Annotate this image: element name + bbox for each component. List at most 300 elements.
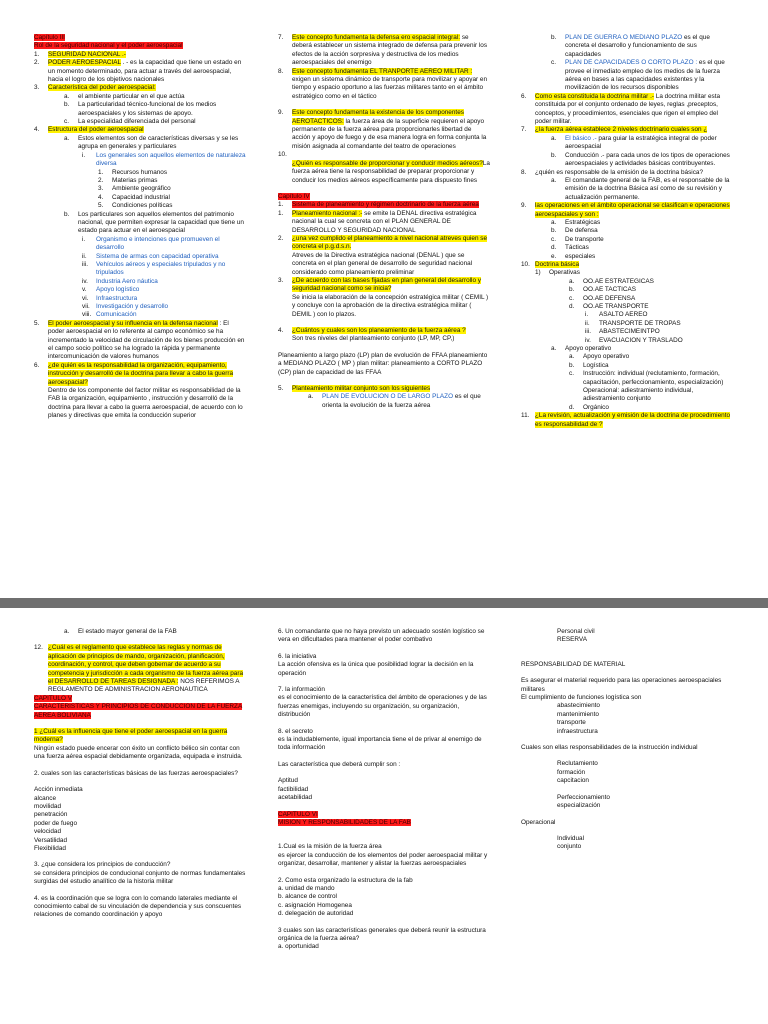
- item-text: d. delegación de autoridad: [278, 910, 354, 918]
- spacer: [278, 344, 490, 352]
- item-number: b.: [569, 361, 575, 369]
- list-item: [521, 719, 733, 727]
- item-text: conjunto: [557, 843, 582, 851]
- item-number: 7.: [278, 34, 284, 41]
- item-text: c. asignación Homogenea: [278, 901, 352, 909]
- item-text: Operativas: [549, 269, 580, 277]
- list-item: [278, 653, 490, 661]
- list-item: [34, 837, 246, 845]
- spacer: [278, 827, 490, 843]
- document-page-lower: [0, 608, 768, 1024]
- item-text: NOS REFERIMOS A REGLAMENTO DE ADMINISTRACION AERONAUTICA: [48, 678, 240, 694]
- item-text: es la indudablemente, igual importancia tiene el de privar al enemigo de toda información: [278, 736, 482, 752]
- spacer: [521, 669, 733, 677]
- item-number: b.: [64, 101, 70, 109]
- spacer: [278, 678, 490, 686]
- highlighted-text: El básico .-: [565, 134, 597, 142]
- item-text: De transporte: [565, 235, 604, 243]
- item-number: b.: [551, 34, 557, 41]
- item-text: CAPITULO V: [34, 694, 72, 702]
- item-text: ¿la fuerza aérea establece 2 niveles doctrinario cuales son ¿: [535, 126, 708, 134]
- list-item: [521, 93, 733, 127]
- list-item: [34, 770, 246, 778]
- list-item: [521, 177, 733, 202]
- list-item: [278, 335, 490, 343]
- list-item: [521, 677, 733, 694]
- item-number: a.: [64, 628, 70, 635]
- item-text: es ejercer la conducción de los elementos del poder aeroespacial militar y organizar, desarrollar, mantener y alistar la fuerzas aeroespaciales: [278, 851, 488, 868]
- list-item: [34, 803, 246, 811]
- item-number: c.: [569, 294, 574, 302]
- item-text: Condiciones políticas: [112, 202, 173, 210]
- item-text: RESERVA: [557, 636, 587, 644]
- list-item: [278, 852, 490, 869]
- item-number: d.: [551, 244, 557, 252]
- highlighted-text: El poder aeroespacial y su influencia en la defensa nacional: [48, 319, 218, 327]
- list-item: [278, 160, 490, 185]
- item-number: 1.: [98, 168, 104, 176]
- item-text: Materias primas: [112, 176, 158, 184]
- spacer: [278, 919, 490, 927]
- item-number: 9.: [278, 109, 284, 117]
- list-item: [278, 736, 490, 753]
- item-text: Logística: [583, 361, 609, 369]
- list-item: [521, 769, 733, 777]
- item-text: Acción inmediata: [34, 786, 83, 794]
- list-item: [521, 59, 733, 93]
- spacer: [521, 827, 733, 835]
- item-number: 4.: [34, 126, 40, 134]
- item-text: Instrucción: individual (reclutamiento, formación, capacitación, perfeccionamiento, especialización) Operacional: adiestramiento individual, adiestramiento conjunto: [583, 370, 724, 403]
- list-item: [521, 135, 733, 152]
- spacer: [521, 645, 733, 661]
- item-number: 1): [535, 269, 541, 277]
- highlighted-text: ¿Cuál es el reglamento que establece las reglas y normas de aplicación de principios de mando, organización, planificación, coordinación, y control, que deben gobernar de acuerdo a su competencia y jurisdicción a cada organismo de la fuerza aérea para el DESARROLLO DE TAREAS DESIGNADA :: [48, 644, 244, 686]
- item-text: ¿La revisión, actualización y emisión de la doctrina de procedimiento es responsabilidad de ?: [535, 412, 731, 428]
- spacer: [278, 720, 490, 728]
- section-heading: [34, 34, 246, 42]
- item-text: mantenimiento: [557, 710, 599, 718]
- item-text: RESPONSABILIDAD DE MATERIAL: [521, 660, 626, 668]
- list-item: [521, 295, 733, 303]
- item-text: 4. es la coordinación que se logra con lo comando laterales mediante el conocimiento cabal de su vinculación de dependencia y sus conscuentes relaciones de comando coordinación y apoyo: [34, 894, 242, 919]
- item-text: Vehículos aéreos y especiales tripulados y no tripulados: [96, 260, 226, 277]
- list-item: [278, 843, 490, 851]
- item-number: 10.: [521, 260, 530, 268]
- list-item: [521, 404, 733, 412]
- section-heading: [34, 703, 246, 720]
- item-text: Característica del poder aeroespacial:: [48, 84, 156, 92]
- item-number: a.: [551, 176, 557, 184]
- item-number: c.: [551, 59, 556, 67]
- list-item: [521, 802, 733, 810]
- highlighted-text: Este concepto fundamenta la existencia de los componentes AEROTACTICOS:: [292, 109, 464, 125]
- list-item: [34, 261, 246, 278]
- list-item: [278, 686, 490, 694]
- item-text: Apoyo operativo: [565, 345, 612, 353]
- item-number: iv.: [82, 277, 88, 285]
- item-text: El cumplimiento de funciones logística son: [521, 694, 642, 702]
- spacer: [278, 377, 490, 385]
- item-number: vi.: [82, 294, 89, 302]
- list-item: [521, 261, 733, 269]
- item-text: Estructura del poder aeroespacial: [48, 126, 144, 134]
- list-item: [521, 794, 733, 802]
- item-text: transporte: [557, 719, 586, 727]
- item-text: Investigación y desarrollo: [96, 303, 169, 310]
- item-number: c.: [64, 118, 69, 126]
- item-text: CARACTERISTICAS Y PRINCIPIOS DE CONDUCCION DE LA FUERZA AEREA BOLIVIANA: [34, 703, 243, 719]
- item-text: movilidad: [34, 802, 61, 810]
- item-text: 8. el secreto: [278, 727, 313, 735]
- item-number: 2.: [34, 59, 40, 67]
- list-item: [34, 185, 246, 193]
- list-item: [34, 320, 246, 362]
- list-item: [278, 294, 490, 319]
- item-text: Planteamiento militar conjunto son los siguientes: [292, 385, 431, 393]
- item-number: a.: [64, 92, 70, 100]
- list-item: [278, 761, 490, 769]
- list-item: [34, 820, 246, 828]
- list-item: [521, 328, 733, 336]
- item-text: 3. ¿que considera los principios de conducción?: [34, 861, 171, 869]
- column-middle: [278, 34, 490, 410]
- list-item: [521, 269, 733, 277]
- spacer: [278, 319, 490, 327]
- item-text: Atreves de la Directiva estratégica nacional (DENAL ) que se concreta en el plan general de desarrollo de seguridad nacional considerado como planeamiento preliminar: [292, 251, 473, 276]
- item-number: 6.: [521, 92, 527, 100]
- list-item: [34, 253, 246, 261]
- column-left: [34, 34, 246, 421]
- item-number: 8.: [278, 67, 284, 75]
- spacer: [521, 736, 733, 744]
- list-item: [278, 34, 490, 68]
- item-text: ¿De acuerdo con las bases fijadas en plan general del desarrollo y seguridad nacional como se inicia?: [292, 276, 481, 293]
- item-number: 4.: [278, 327, 284, 334]
- list-item: [521, 169, 733, 177]
- list-item: [278, 927, 490, 944]
- item-text: Operacional: [521, 818, 556, 826]
- item-number: 2.: [278, 234, 284, 242]
- list-item: [278, 877, 490, 885]
- spacer: [278, 101, 490, 109]
- item-number: a.: [569, 353, 575, 361]
- list-item: [34, 194, 246, 202]
- list-item: [521, 320, 733, 328]
- list-item: [521, 253, 733, 261]
- section-heading: [34, 695, 246, 703]
- spacer: [34, 853, 246, 861]
- item-text: OO.AE TRANSPORTE: [583, 303, 649, 310]
- list-item: [521, 412, 733, 429]
- item-number: 6.: [34, 361, 40, 369]
- item-text: ABASTECIMEINTPO: [599, 328, 660, 336]
- column-right: [521, 34, 733, 429]
- item-number: c.: [551, 235, 556, 243]
- list-item: [278, 885, 490, 893]
- item-text: penetración: [34, 811, 68, 819]
- section-heading: [278, 201, 490, 209]
- list-item: [521, 777, 733, 785]
- item-text: ASALTO AEREO: [599, 311, 648, 319]
- item-text: Individual: [557, 834, 585, 842]
- item-number: a.: [64, 134, 70, 142]
- list-item: [521, 819, 733, 827]
- item-text: Recursos humanos: [112, 168, 168, 176]
- item-text: acetabilidad: [278, 794, 313, 802]
- item-text: Apoyo logístico: [96, 286, 140, 294]
- item-number: iii.: [585, 328, 592, 336]
- list-item: [278, 210, 490, 235]
- list-item: [521, 661, 733, 669]
- list-item: [34, 644, 246, 694]
- item-text: Versatilidad: [34, 836, 68, 844]
- list-item: [521, 362, 733, 370]
- list-item: [34, 895, 246, 920]
- highlighted-text: PLAN DE GUERRA O MEDIANO PLAZO: [565, 34, 683, 41]
- item-text: Reclutamiento: [557, 760, 598, 768]
- spacer: [278, 753, 490, 761]
- item-number: b.: [64, 210, 70, 218]
- spacer: [521, 811, 733, 819]
- item-number: 1.: [34, 50, 40, 58]
- list-item: [34, 126, 246, 134]
- item-text: Organismo e intenciones que promueven el desarrollo: [96, 235, 220, 252]
- item-number: 9.: [521, 202, 527, 210]
- item-text: Apoyo operativo: [583, 353, 630, 361]
- list-item: [521, 702, 733, 710]
- section-heading: [278, 193, 490, 201]
- item-number: 1.: [278, 201, 284, 209]
- list-item: [278, 277, 490, 294]
- list-item: [34, 59, 246, 84]
- list-item: [34, 311, 246, 319]
- list-item: [34, 202, 246, 210]
- highlighted-text: PLAN DE CAPACIDADES O CORTO PLAZO :: [565, 59, 698, 67]
- item-number: e.: [551, 252, 557, 260]
- item-text: a. oportunidad: [278, 943, 319, 951]
- item-number: a.: [551, 218, 557, 226]
- highlighted-text: Este concepto fundamenta la defensa ero espacial integral:: [292, 34, 461, 41]
- list-item: [278, 628, 490, 645]
- item-text: La doctrina militar esta constituida por el conjunto ordenado de leyes, reglas ,preceptos, conceptos, y procedimientos, esenciales que rigen el empleo del poder militar.: [535, 92, 721, 126]
- item-number: 7.: [521, 126, 527, 134]
- item-text: . - es la capacidad que tiene un estado en un momento determinado, para actuar a través del aeroespacial, hacia el logro de los objetivos nacionales: [48, 59, 242, 84]
- list-item: [34, 387, 246, 421]
- item-text: para guiar la estratégica integral de poder aeroespacial: [565, 134, 717, 151]
- list-item: [521, 760, 733, 768]
- spacer: [521, 786, 733, 794]
- highlighted-text: PODER AEROESPACIAL: [48, 59, 121, 67]
- list-item: [278, 728, 490, 736]
- item-text: ¿quién es responsable de la emisión de la doctrina básica?: [535, 168, 704, 176]
- item-text: La especialidad diferenciada del personal: [78, 118, 196, 126]
- list-item: [278, 902, 490, 910]
- item-text: Son tres niveles del planteamiento conjunto (LP, MP, CP,): [292, 335, 455, 343]
- item-text: El estado mayor general de la FAB: [78, 628, 177, 635]
- item-text: Orgánico: [583, 403, 609, 411]
- list-item: [521, 337, 733, 345]
- item-text: Las característica que deberá cumplir son :: [278, 760, 401, 768]
- item-number: 3.: [98, 185, 104, 193]
- item-text: Dentro de los componente del factor militar es responsabilidad de la FAB la organización, equipamiento , instrucción y desarrolló de la doctrina para llevar a cabo la guerra aeroespacial, de acuerdo con lo planes y directivas que emita la conducción superior: [48, 387, 243, 420]
- item-number: 12.: [34, 644, 43, 652]
- item-text: Personal civil: [557, 628, 595, 635]
- list-item: [521, 286, 733, 294]
- highlighted-text: Este concepto fundamenta EL TRANPORTE AEREO MILITAR :: [292, 67, 473, 75]
- list-item: [278, 943, 490, 951]
- list-item: [521, 244, 733, 252]
- list-item: [34, 152, 246, 169]
- item-text: Doctrina básica: [535, 260, 580, 268]
- list-item: [34, 828, 246, 836]
- list-item: [278, 151, 490, 159]
- item-text: se deberá establecer un sistema integrado de defensa para prevenir los efectos de la acción sorpresiva y destructiva de los medios aeroespaciales del enemigo: [292, 34, 488, 67]
- section-heading: [34, 42, 246, 50]
- item-text: especialización: [557, 802, 601, 810]
- item-text: TRANSPORTE DE TROPAS: [599, 319, 681, 327]
- item-text: Cuales son ellas responsabilidades de la instrucción individual: [521, 744, 698, 752]
- list-item: [278, 352, 490, 377]
- list-item: [278, 786, 490, 794]
- spacer: [34, 887, 246, 895]
- list-item: [278, 777, 490, 785]
- list-item: [34, 169, 246, 177]
- item-text: Ambiente geográfico: [112, 185, 171, 193]
- item-text: Infraestructura: [96, 294, 138, 302]
- item-number: d.: [569, 403, 575, 411]
- list-item: [278, 68, 490, 102]
- item-number: d.: [569, 303, 575, 310]
- list-item: [521, 303, 733, 311]
- item-number: a.: [569, 277, 575, 285]
- list-item: [278, 893, 490, 901]
- spacer: [278, 185, 490, 193]
- item-text: SEGURIDAD NACIONAL .-: [48, 50, 126, 58]
- item-number: a.: [551, 134, 557, 142]
- spacer: [34, 762, 246, 770]
- item-text: ¿de quién es la responsabilidad la organización, equipamiento, instrucción y desarrolló de la doctrina para llevar a cabo la guerra aeroespacial?: [48, 361, 234, 386]
- item-number: b.: [551, 151, 557, 159]
- item-number: 5.: [98, 202, 104, 210]
- column-middle: [278, 628, 490, 952]
- item-text: Industria Aero náutica: [96, 277, 158, 285]
- list-item: [34, 118, 246, 126]
- item-text: el ambiente particular en el que actúa: [78, 92, 185, 100]
- column-right: [521, 628, 733, 852]
- list-item: [278, 694, 490, 719]
- item-text: formación: [557, 768, 586, 776]
- list-item: [521, 835, 733, 843]
- section-heading: [278, 819, 490, 827]
- item-text: infraestructura: [557, 727, 598, 735]
- item-text: Es asegurar el material requerido para las operaciones aeroespaciales militares: [521, 677, 722, 693]
- item-text: a. unidad de mando: [278, 884, 335, 892]
- item-number: ii.: [82, 252, 87, 260]
- section-heading: [278, 811, 490, 819]
- list-item: [278, 393, 490, 410]
- list-item: [34, 286, 246, 294]
- item-number: b.: [569, 286, 575, 294]
- highlighted-text: ¿Quién es responsable de proporcionar y conducir medios aéreos?: [292, 159, 483, 167]
- column-left: [34, 628, 246, 920]
- list-item: [521, 628, 733, 636]
- list-item: [521, 744, 733, 752]
- list-item: [521, 227, 733, 235]
- item-text: 1.Cual es la misión de la fuerza área: [278, 843, 382, 851]
- item-text: la fuerza área de la superficie requieren el apoyo permanente de la fuerza aérea para proporcionarles libertad de acción y apoyo de fuego y de esa manera logra en forma conjunta la misión asignada al comandante del teatro de operaciones: [292, 117, 487, 150]
- item-text: De defensa: [565, 227, 598, 235]
- list-item: [34, 295, 246, 303]
- list-item: [521, 843, 733, 851]
- list-item: [278, 794, 490, 802]
- item-text: OO.AE TACTICAS: [583, 286, 637, 294]
- list-item: [278, 109, 490, 151]
- list-item: [278, 327, 490, 335]
- item-number: ii.: [585, 319, 590, 327]
- list-item: [34, 628, 246, 636]
- list-item: [34, 93, 246, 101]
- list-item: [521, 345, 733, 353]
- item-number: 1.: [278, 209, 284, 217]
- list-item: [278, 910, 490, 918]
- item-number: c.: [569, 370, 574, 378]
- item-text: las operaciones en el ámbito operacional se clasifican e operaciones aeroespaciales y son :: [535, 202, 730, 218]
- list-item: [521, 370, 733, 404]
- list-item: [521, 694, 733, 702]
- item-number: 3.: [278, 276, 284, 284]
- item-text: factibilidad: [278, 785, 309, 793]
- item-number: a.: [551, 345, 557, 353]
- list-item: [521, 353, 733, 361]
- list-item: [34, 278, 246, 286]
- item-text: 6. la iniciativa: [278, 652, 317, 660]
- item-text: exigen un sistema dinámico de transporte para movilizar y apoyar en tiempo y espacio oportuno a las fuerzas militares tanto en el ámbito estratégico como en el táctico: [292, 76, 488, 100]
- item-text: Planeamiento a largo plazo (LP) plan de evolución de FFAA planeamiento a MEDIANO PLAZO ( MP ) plan militar: planeamiento a CORTO PLAZO (CP) plan de capacidad de las FFAA: [278, 351, 488, 376]
- list-item: [521, 636, 733, 644]
- list-item: [34, 745, 246, 762]
- item-text: La acción ofensiva es la única que posibilidad lograr la decisión en la operación: [278, 661, 474, 677]
- item-text: CAPITULO VI: [278, 810, 318, 818]
- item-text: Se inicia la elaboración de la concepción estratégica militar ( CEMIL ) y concluye con la aprobación de la directiva estratégica militar ( DEMIL ) con lo plazos.: [292, 293, 489, 318]
- item-text: Sistema de planeamiento y régimen doctrinario de la fuerza aérea: [292, 201, 479, 209]
- item-text: 7. la información: [278, 686, 325, 694]
- item-number: i.: [82, 235, 86, 243]
- list-item: [34, 861, 246, 869]
- list-item: [34, 786, 246, 794]
- list-item: [278, 235, 490, 252]
- item-text: b. alcance de control: [278, 893, 337, 901]
- highlighted-text: Como esta constituida la doctrina militar .-: [535, 92, 654, 100]
- list-item: [521, 152, 733, 169]
- item-text: Conducción .- para cada unos de los tipos de operaciones aeroespaciales y actividades básicas contribuyentes.: [565, 151, 730, 168]
- item-number: vii.: [82, 303, 90, 310]
- list-item: [34, 84, 246, 92]
- item-text: Los particulares son aquellos elementos del patrimonio nacional, que permiten expresar la capacidad que tiene un estado para actuar en el aeroespacial: [78, 210, 244, 235]
- spacer: [278, 869, 490, 877]
- item-number: 3.: [34, 84, 40, 92]
- item-text: capcitacion: [557, 777, 589, 785]
- item-text: Capacidad industrial: [112, 193, 170, 201]
- item-number: 4.: [98, 193, 104, 201]
- item-text: 2. cuales son las características básicas de las fuerzas aeroespaciales?: [34, 769, 238, 777]
- list-item: [34, 362, 246, 387]
- item-text: La particularidad técnico-funcional de los medios aeroespaciales y los sistemas de apoyo.: [78, 101, 217, 117]
- item-text: : El poder aeroespacial en lo referente al campo económico se ha incrementado la velocidad de circulación de los bienes producción en el campo socio político se ha logrado la rápida y permanente intercomunicación de valores humanos: [48, 319, 245, 361]
- list-item: [34, 795, 246, 803]
- item-text: Flexibilidad: [34, 844, 66, 852]
- item-number: i.: [585, 311, 589, 319]
